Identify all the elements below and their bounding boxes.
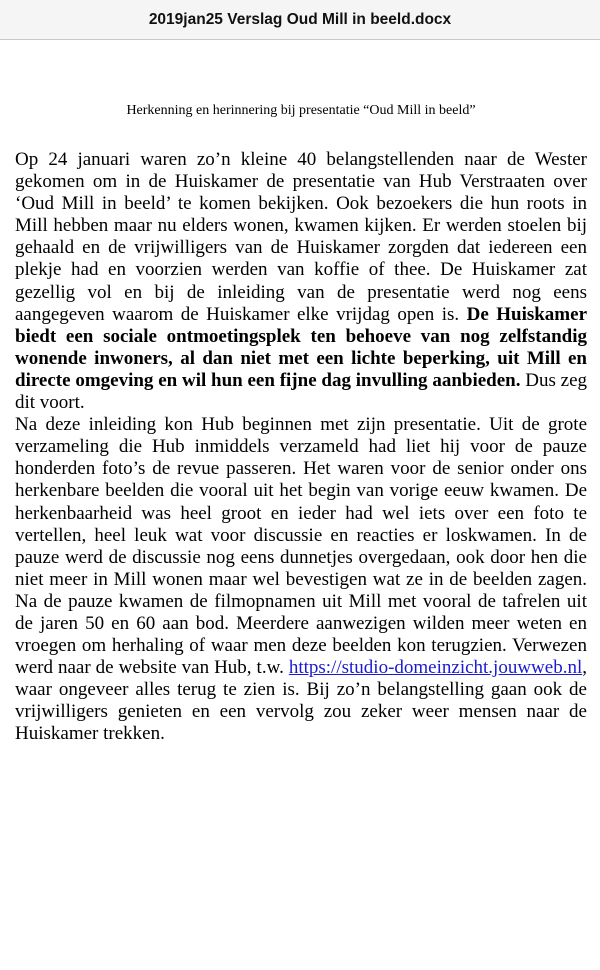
document-body xyxy=(15,149,587,746)
paragraph-intro-bold-text: De Huiskamer biedt een sociale ontmoetingsplek ten behoeve van nog zelfstandig wonende inwoners, al dan niet met een lichte beperking, uit Mill en directe omgeving en wil hun een fijne dag invulling aanbieden. xyxy=(15,303,587,391)
paragraph-presentation-tail-text: , waar ongeveer alles terug te zien is. Bij zo’n belangstelling gaan ook de vrijwilligers genieten en een vervolg zou zeker weer mensen naar de Huiskamer trekken. xyxy=(15,657,587,745)
document-heading: Herkenning en herinnering bij presentatie “Oud Mill in beeld” xyxy=(126,103,476,118)
paragraph-intro xyxy=(15,149,587,414)
paragraph-presentation-text: Na deze inleiding kon Hub beginnen met zijn presentatie. Uit de grote verzameling die Hub inmiddels verzameld had liet hij voor de pauze honderden foto’s de revue passeren. Het waren voor de senior onder ons herkenbare beelden die vooral uit het begin van vorige eeuw kwamen. De herkenbaarheid was heel groot en ieder had wel iets over een foto te vertellen, heel leuk wat voor discussie en reacties er loskwamen. In de pauze werd de discussie nog eens dunnetjes overgedaan, ook door hen die niet meer in Mill wonen maar wel bevestigen wat ze in de beelden zagen. Na de pauze kwamen de filmopnamen uit Mill met vooral de tafrelen uit de jaren 50 en 60 aan bod. Meerdere aanwezigen wilden meer weten en vroegen om herhaling of waar men deze beelden kon terugzien. Verwezen werd naar de website van Hub, t.w. xyxy=(15,414,587,679)
website-link[interactable]: https://studio-domeinzicht.jouwweb.nl xyxy=(288,657,583,679)
window-title-bar xyxy=(0,0,600,40)
paragraph-intro-text: Op 24 januari waren zo’n kleine 40 belangstellenden naar de Wester gekomen om in de Huiskamer de presentatie van Hub Verstraaten over ‘Oud Mill in beeld’ te komen bekijken. Ook bezoekers die hun roots in Mill hebben maar nu elders wonen, kwamen kijken. Er werden stoelen bij gehaald en de vrijwilligers van de Huiskamer zorgden dat iedereen een plekje had en voorzien werden van koffie of thee. De Huiskamer zat gezellig vol en bij de inleiding van de presentatie werd nog eens aangegeven waarom de Huiskamer elke vrijdag open is. xyxy=(15,149,587,325)
paragraph-presentation xyxy=(15,414,587,745)
document-filename: 2019jan25 Verslag Oud Mill in beeld.docx xyxy=(148,10,452,28)
document-page[interactable] xyxy=(0,40,600,970)
paragraph-intro-tail-text: Dus zeg dit voort. xyxy=(15,369,588,414)
